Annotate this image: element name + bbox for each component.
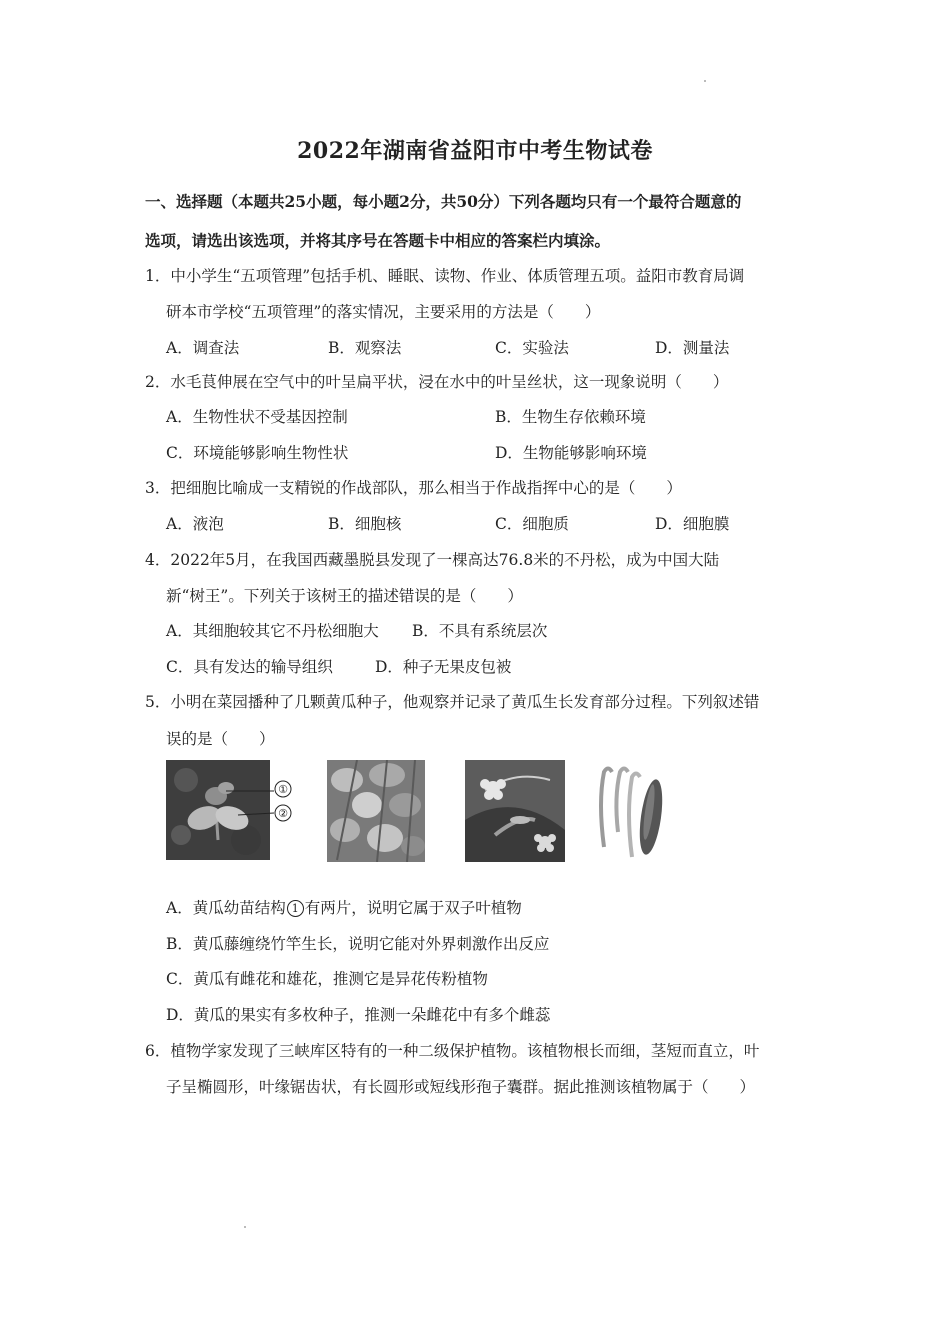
question-6: 6．植物学家发现了三峡库区特有的一种二级保护植物。该植物根长而细，茎短而直立，叶 — [145, 1042, 760, 1060]
question-4-cont: 新“树王”。下列关于该树王的描述错误的是（ ） — [166, 587, 523, 605]
q4-option-c: C．具有发达的输导组织 — [166, 658, 333, 676]
question-1-cont: 研本市学校“五项管理”的落实情况，主要采用的方法是（ ） — [166, 303, 601, 321]
q1-option-c: C．实验法 — [495, 339, 569, 357]
q4-option-b: B．不具有系统层次 — [412, 622, 548, 640]
question-6-cont: 子呈椭圆形，叶缘锯齿状，有长圆形或短线形孢子囊群。据此推测该植物属于（ ） — [166, 1078, 756, 1096]
q1-option-a: A．调查法 — [166, 339, 240, 357]
structure-1-mark: 1 — [287, 900, 304, 917]
q3-option-c: C．细胞质 — [495, 515, 569, 533]
question-5-cont: 误的是（ ） — [166, 730, 275, 748]
section-heading: 一、选择题（本题共25小题，每小题2分，共50分）下列各题均只有一个最符合题意的 — [145, 192, 742, 211]
q3-option-a: A．液泡 — [166, 515, 224, 533]
q3-option-b: B．细胞核 — [328, 515, 402, 533]
q1-option-b: B．观察法 — [328, 339, 402, 357]
q3-option-d: D．细胞膜 — [655, 515, 730, 533]
q2-option-a: A．生物性状不受基因控制 — [166, 408, 348, 426]
q5-option-c: C．黄瓜有雌花和雄花，推测它是异花传粉植物 — [166, 970, 488, 988]
q4-option-a: A．其细胞较其它不丹松细胞大 — [166, 622, 379, 640]
vine-photo — [327, 760, 425, 862]
seedling-photo — [166, 760, 301, 862]
q2-option-c: C．环境能够影响生物性状 — [166, 444, 349, 462]
section-heading-cont: 选项，请选出该选项，并将其序号在答题卡中相应的答案栏内填涂。 — [145, 231, 611, 250]
question-2: 2．水毛茛伸展在空气中的叶呈扁平状，浸在水中的叶呈丝状，这一现象说明（ ） — [145, 373, 729, 391]
question-5: 5．小明在菜园播种了几颗黄瓜种子，他观察并记录了黄瓜生长发育部分过程。下列叙述错 — [145, 693, 760, 711]
q5-option-d: D．黄瓜的果实有多枚种子，推测一朵雌花中有多个雌蕊 — [166, 1006, 551, 1024]
q5-option-b: B．黄瓜藤缠绕竹竿生长，说明它能对外界刺激作出反应 — [166, 935, 550, 953]
flower-photo — [465, 760, 565, 862]
question-3: 3．把细胞比喻成一支精锐的作战部队，那么相当于作战指挥中心的是（ ） — [145, 479, 682, 497]
q5-option-a: A．黄瓜幼苗结构 1 有两片，说明它属于双子叶植物 — [166, 899, 522, 917]
page-title: 2022年湖南省益阳市中考生物试卷 — [297, 138, 653, 164]
q1-option-d: D．测量法 — [655, 339, 730, 357]
question-4: 4．2022年5月，在我国西藏墨脱县发现了一棵高达76.8米的不丹松，成为中国大陆 — [145, 551, 720, 569]
cucumber-photo — [596, 762, 674, 866]
q2-option-b: B．生物生存依赖环境 — [495, 408, 646, 426]
scan-dot — [244, 1226, 246, 1228]
label-2: ② — [278, 807, 288, 820]
q4-option-d: D．种子无果皮包被 — [375, 658, 512, 676]
scan-dot — [704, 80, 706, 82]
label-1: ① — [278, 783, 288, 796]
q2-option-d: D．生物能够影响环境 — [495, 444, 647, 462]
question-1: 1．中小学生“五项管理”包括手机、睡眠、读物、作业、体质管理五项。益阳市教育局调 — [145, 267, 745, 285]
